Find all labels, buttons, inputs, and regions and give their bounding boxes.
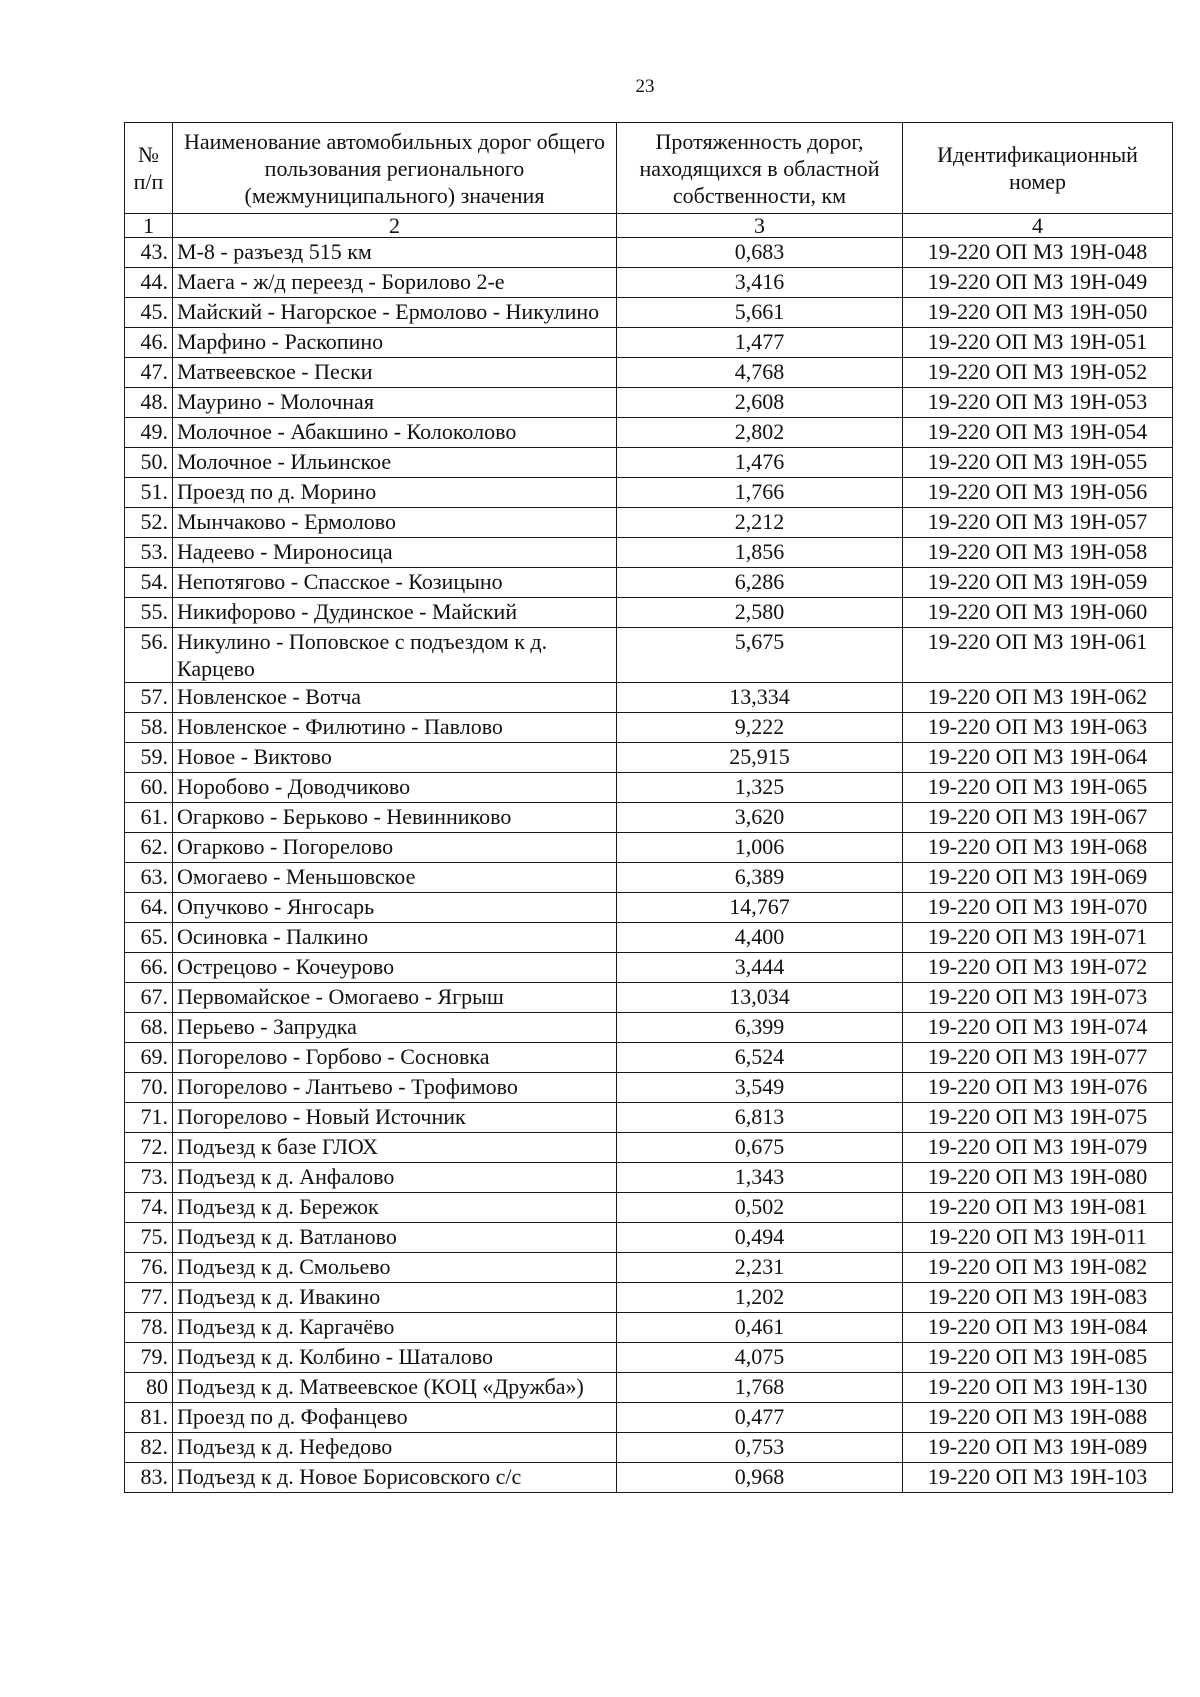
row-number: 78. (125, 1313, 173, 1343)
road-id: 19-220 ОП МЗ 19Н-079 (903, 1133, 1173, 1163)
road-id: 19-220 ОП МЗ 19Н-089 (903, 1433, 1173, 1463)
road-name: Подъезд к д. Нефедово (173, 1433, 617, 1463)
table-row (125, 953, 1173, 983)
table-row (125, 1193, 1173, 1223)
row-number: 75. (125, 1223, 173, 1253)
road-id: 19-220 ОП МЗ 19Н-056 (903, 478, 1173, 508)
row-number: 44. (125, 268, 173, 298)
road-length: 1,343 (617, 1163, 903, 1193)
road-id: 19-220 ОП МЗ 19Н-074 (903, 1013, 1173, 1043)
road-name: Подъезд к д. Каргачёво (173, 1313, 617, 1343)
table-row (125, 1133, 1173, 1163)
row-number: 54. (125, 568, 173, 598)
road-name: Молочное - Абакшино - Колоколово (173, 418, 617, 448)
road-name: Погорелово - Лантьево - Трофимово (173, 1073, 617, 1103)
road-length: 14,767 (617, 893, 903, 923)
row-number: 53. (125, 538, 173, 568)
table-row (125, 1013, 1173, 1043)
row-number: 48. (125, 388, 173, 418)
table-row (125, 1103, 1173, 1133)
road-name: Подъезд к д. Новое Борисовского с/с (173, 1463, 617, 1493)
road-name: Мынчаково - Ермолово (173, 508, 617, 538)
road-id: 19-220 ОП МЗ 19Н-082 (903, 1253, 1173, 1283)
road-length: 2,802 (617, 418, 903, 448)
road-name: Никулино - Поповское с подъездом к д. Карцево (173, 628, 617, 683)
table-row (125, 298, 1173, 328)
table-row (125, 1463, 1173, 1493)
road-length: 0,494 (617, 1223, 903, 1253)
road-length: 1,202 (617, 1283, 903, 1313)
road-id: 19-220 ОП МЗ 19Н-061 (903, 628, 1173, 683)
road-length: 6,389 (617, 863, 903, 893)
row-number: 66. (125, 953, 173, 983)
row-number: 76. (125, 1253, 173, 1283)
road-length: 3,444 (617, 953, 903, 983)
road-id: 19-220 ОП МЗ 19Н-069 (903, 863, 1173, 893)
road-length: 0,477 (617, 1403, 903, 1433)
road-id: 19-220 ОП МЗ 19Н-062 (903, 683, 1173, 713)
row-number: 80 (125, 1373, 173, 1403)
table-header-row (125, 123, 1173, 214)
road-name: Первомайское - Омогаево - Ягрыш (173, 983, 617, 1013)
row-number: 57. (125, 683, 173, 713)
header-length: Протяженность дорог, находящихся в областной собственности, км (617, 123, 903, 214)
row-number: 64. (125, 893, 173, 923)
row-number: 82. (125, 1433, 173, 1463)
page-number: 23 (635, 76, 655, 97)
road-length: 6,399 (617, 1013, 903, 1043)
road-length: 0,753 (617, 1433, 903, 1463)
road-length: 1,325 (617, 773, 903, 803)
road-name: Острецово - Кочеурово (173, 953, 617, 983)
road-length: 4,768 (617, 358, 903, 388)
road-name: М-8 - разъезд 515 км (173, 238, 617, 268)
road-name: Осиновка - Палкино (173, 923, 617, 953)
table-row (125, 358, 1173, 388)
road-length: 3,416 (617, 268, 903, 298)
table-row (125, 568, 1173, 598)
road-name: Никифорово - Дудинское - Майский (173, 598, 617, 628)
row-number: 60. (125, 773, 173, 803)
road-length: 0,683 (617, 238, 903, 268)
road-name: Проезд по д. Фофанцево (173, 1403, 617, 1433)
road-name: Подъезд к базе ГЛОХ (173, 1133, 617, 1163)
road-length: 2,212 (617, 508, 903, 538)
table-row (125, 598, 1173, 628)
table-body (125, 238, 1173, 1493)
row-number: 62. (125, 833, 173, 863)
road-name: Погорелово - Новый Источник (173, 1103, 617, 1133)
row-number: 55. (125, 598, 173, 628)
road-length: 3,620 (617, 803, 903, 833)
road-name: Подъезд к д. Ивакино (173, 1283, 617, 1313)
table-row (125, 803, 1173, 833)
road-id: 19-220 ОП МЗ 19Н-103 (903, 1463, 1173, 1493)
row-number: 68. (125, 1013, 173, 1043)
road-id: 19-220 ОП МЗ 19Н-077 (903, 1043, 1173, 1073)
road-name: Опучково - Янгосарь (173, 893, 617, 923)
column-index: 2 (173, 214, 617, 238)
row-number: 83. (125, 1463, 173, 1493)
road-id: 19-220 ОП МЗ 19Н-073 (903, 983, 1173, 1013)
road-id: 19-220 ОП МЗ 19Н-130 (903, 1373, 1173, 1403)
row-number: 65. (125, 923, 173, 953)
table-row (125, 1343, 1173, 1373)
road-length: 13,034 (617, 983, 903, 1013)
table-row (125, 1403, 1173, 1433)
road-name: Проезд по д. Морино (173, 478, 617, 508)
table-row (125, 238, 1173, 268)
table-row (125, 1373, 1173, 1403)
road-length: 6,524 (617, 1043, 903, 1073)
road-name: Надеево - Мироносица (173, 538, 617, 568)
road-id: 19-220 ОП МЗ 19Н-050 (903, 298, 1173, 328)
header-name: Наименование автомобильных дорог общего пользования регионального (межмуниципального) значения (173, 123, 617, 214)
road-name: Маега - ж/д переезд - Борилово 2-е (173, 268, 617, 298)
row-number: 49. (125, 418, 173, 448)
road-length: 2,231 (617, 1253, 903, 1283)
road-id: 19-220 ОП МЗ 19Н-064 (903, 743, 1173, 773)
table-row (125, 743, 1173, 773)
table-row (125, 328, 1173, 358)
road-length: 9,222 (617, 713, 903, 743)
road-length: 5,675 (617, 628, 903, 683)
table-row (125, 508, 1173, 538)
row-number: 43. (125, 238, 173, 268)
row-number: 58. (125, 713, 173, 743)
row-number: 56. (125, 628, 173, 683)
road-name: Норобово - Доводчиково (173, 773, 617, 803)
road-length: 6,813 (617, 1103, 903, 1133)
row-number: 45. (125, 298, 173, 328)
table-row (125, 833, 1173, 863)
road-length: 4,400 (617, 923, 903, 953)
row-number: 73. (125, 1163, 173, 1193)
table-row (125, 418, 1173, 448)
table-row (125, 1313, 1173, 1343)
road-name: Подъезд к д. Матвеевское (КОЦ «Дружба») (173, 1373, 617, 1403)
roads-table (124, 122, 1173, 1493)
road-length: 5,661 (617, 298, 903, 328)
header-num: № п/п (125, 123, 173, 214)
row-number: 79. (125, 1343, 173, 1373)
road-id: 19-220 ОП МЗ 19Н-072 (903, 953, 1173, 983)
column-index: 4 (903, 214, 1173, 238)
road-id: 19-220 ОП МЗ 19Н-049 (903, 268, 1173, 298)
road-length: 0,675 (617, 1133, 903, 1163)
table-row (125, 478, 1173, 508)
road-name: Подъезд к д. Колбино - Шаталово (173, 1343, 617, 1373)
road-length: 1,006 (617, 833, 903, 863)
road-id: 19-220 ОП МЗ 19Н-051 (903, 328, 1173, 358)
road-id: 19-220 ОП МЗ 19Н-085 (903, 1343, 1173, 1373)
road-id: 19-220 ОП МЗ 19Н-080 (903, 1163, 1173, 1193)
table-row (125, 863, 1173, 893)
table-row (125, 1223, 1173, 1253)
table-row (125, 1073, 1173, 1103)
row-number: 61. (125, 803, 173, 833)
table-row (125, 983, 1173, 1013)
road-id: 19-220 ОП МЗ 19Н-084 (903, 1313, 1173, 1343)
road-id: 19-220 ОП МЗ 19Н-063 (903, 713, 1173, 743)
table-row (125, 1043, 1173, 1073)
row-number: 67. (125, 983, 173, 1013)
table-row (125, 388, 1173, 418)
road-length: 1,768 (617, 1373, 903, 1403)
road-length: 4,075 (617, 1343, 903, 1373)
row-number: 74. (125, 1193, 173, 1223)
road-name: Погорелово - Горбово - Сосновка (173, 1043, 617, 1073)
row-number: 59. (125, 743, 173, 773)
row-number: 50. (125, 448, 173, 478)
table-row (125, 713, 1173, 743)
table-row (125, 1283, 1173, 1313)
table-row (125, 923, 1173, 953)
table-row (125, 683, 1173, 713)
road-id: 19-220 ОП МЗ 19Н-048 (903, 238, 1173, 268)
road-name: Омогаево - Меньшовское (173, 863, 617, 893)
road-name: Новленское - Филютино - Павлово (173, 713, 617, 743)
road-name: Огарково - Погорелово (173, 833, 617, 863)
table-row (125, 893, 1173, 923)
row-number: 70. (125, 1073, 173, 1103)
road-name: Подъезд к д. Ватланово (173, 1223, 617, 1253)
road-id: 19-220 ОП МЗ 19Н-071 (903, 923, 1173, 953)
road-id: 19-220 ОП МЗ 19Н-011 (903, 1223, 1173, 1253)
road-id: 19-220 ОП МЗ 19Н-068 (903, 833, 1173, 863)
road-id: 19-220 ОП МЗ 19Н-057 (903, 508, 1173, 538)
row-number: 46. (125, 328, 173, 358)
road-id: 19-220 ОП МЗ 19Н-055 (903, 448, 1173, 478)
road-id: 19-220 ОП МЗ 19Н-065 (903, 773, 1173, 803)
road-length: 2,580 (617, 598, 903, 628)
table-row (125, 1253, 1173, 1283)
row-number: 47. (125, 358, 173, 388)
row-number: 77. (125, 1283, 173, 1313)
road-name: Матвеевское - Пески (173, 358, 617, 388)
row-number: 72. (125, 1133, 173, 1163)
row-number: 52. (125, 508, 173, 538)
road-name: Подъезд к д. Бережок (173, 1193, 617, 1223)
road-length: 1,856 (617, 538, 903, 568)
road-name: Перьево - Запрудка (173, 1013, 617, 1043)
road-length: 1,476 (617, 448, 903, 478)
road-id: 19-220 ОП МЗ 19Н-067 (903, 803, 1173, 833)
road-length: 1,477 (617, 328, 903, 358)
road-name: Марфино - Раскопино (173, 328, 617, 358)
road-name: Огарково - Берьково - Невинниково (173, 803, 617, 833)
road-length: 25,915 (617, 743, 903, 773)
row-number: 51. (125, 478, 173, 508)
row-number: 81. (125, 1403, 173, 1433)
table-row (125, 448, 1173, 478)
road-length: 13,334 (617, 683, 903, 713)
row-number: 63. (125, 863, 173, 893)
road-id: 19-220 ОП МЗ 19Н-052 (903, 358, 1173, 388)
road-id: 19-220 ОП МЗ 19Н-076 (903, 1073, 1173, 1103)
road-id: 19-220 ОП МЗ 19Н-070 (903, 893, 1173, 923)
road-length: 6,286 (617, 568, 903, 598)
table-row (125, 1163, 1173, 1193)
road-id: 19-220 ОП МЗ 19Н-081 (903, 1193, 1173, 1223)
road-id: 19-220 ОП МЗ 19Н-060 (903, 598, 1173, 628)
road-name: Маурино - Молочная (173, 388, 617, 418)
table-row (125, 773, 1173, 803)
road-length: 0,502 (617, 1193, 903, 1223)
road-id: 19-220 ОП МЗ 19Н-088 (903, 1403, 1173, 1433)
table-row (125, 628, 1173, 683)
road-name: Новое - Виктово (173, 743, 617, 773)
road-length: 1,766 (617, 478, 903, 508)
header-id: Идентификационный номер (903, 123, 1173, 214)
table-row (125, 538, 1173, 568)
road-id: 19-220 ОП МЗ 19Н-054 (903, 418, 1173, 448)
road-length: 2,608 (617, 388, 903, 418)
road-length: 3,549 (617, 1073, 903, 1103)
road-length: 0,968 (617, 1463, 903, 1493)
row-number: 69. (125, 1043, 173, 1073)
table-row (125, 268, 1173, 298)
road-id: 19-220 ОП МЗ 19Н-083 (903, 1283, 1173, 1313)
column-index: 3 (617, 214, 903, 238)
table-row (125, 1433, 1173, 1463)
road-id: 19-220 ОП МЗ 19Н-075 (903, 1103, 1173, 1133)
road-name: Новленское - Вотча (173, 683, 617, 713)
road-name: Подъезд к д. Анфалово (173, 1163, 617, 1193)
row-number: 71. (125, 1103, 173, 1133)
road-name: Непотягово - Спасское - Козицыно (173, 568, 617, 598)
road-id: 19-220 ОП МЗ 19Н-058 (903, 538, 1173, 568)
road-name: Молочное - Ильинское (173, 448, 617, 478)
road-name: Подъезд к д. Смольево (173, 1253, 617, 1283)
column-index: 1 (125, 214, 173, 238)
road-length: 0,461 (617, 1313, 903, 1343)
road-id: 19-220 ОП МЗ 19Н-059 (903, 568, 1173, 598)
column-index-row (125, 214, 1173, 238)
road-name: Майский - Нагорское - Ермолово - Никулино (173, 298, 617, 328)
road-id: 19-220 ОП МЗ 19Н-053 (903, 388, 1173, 418)
